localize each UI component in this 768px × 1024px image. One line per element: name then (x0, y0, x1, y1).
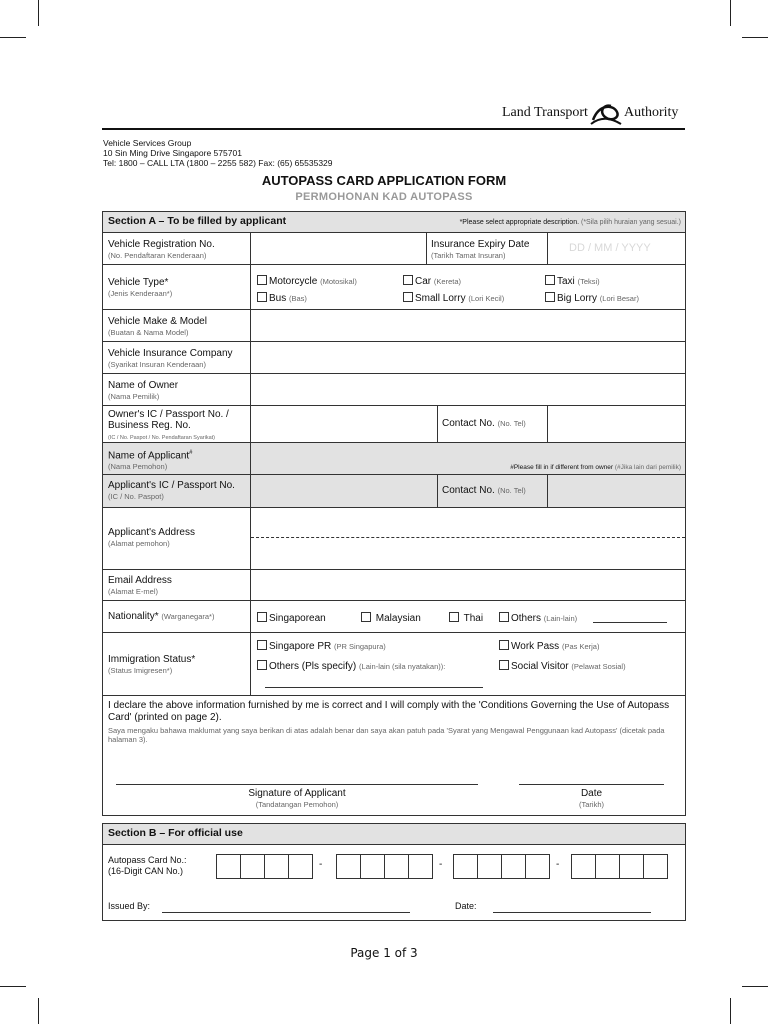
issued-by-input[interactable] (162, 912, 410, 913)
option-sub: (Kereta) (433, 277, 461, 286)
row-applicant-address (103, 508, 685, 570)
date-caption (519, 788, 664, 810)
crop-mark (0, 37, 26, 38)
checkbox[interactable] (499, 640, 509, 650)
option-label: Work Pass (511, 641, 560, 652)
insurance-company-label: Vehicle Insurance Company (108, 348, 233, 359)
row-applicant-name (103, 443, 685, 475)
option-sub: (Lori Besar) (599, 294, 639, 303)
signature-input[interactable] (116, 784, 478, 785)
applicant-note-en: #Please fill in if different from owner (510, 464, 614, 471)
section-b-header (103, 824, 685, 845)
applicant-ic-input[interactable] (251, 475, 436, 507)
form-subtitle: PERMOHONAN KAD AUTOPASS (295, 191, 473, 203)
address-line: Vehicle Services Group (103, 138, 192, 148)
insurance-company-input[interactable] (251, 342, 685, 373)
vehicle-registration-input[interactable] (251, 233, 425, 264)
option-label: Small Lorry (415, 293, 466, 304)
can-digit-box[interactable] (408, 854, 433, 879)
can-digit-box[interactable] (477, 854, 502, 879)
owner-ic-sub: (IC / No. Paspot / No. Pendaftaran Syarikat) (108, 435, 215, 441)
address-input-line-1[interactable] (251, 508, 685, 538)
checkbox[interactable] (257, 275, 267, 285)
email-sub: (Alamat E-mel) (108, 587, 159, 596)
make-model-input[interactable] (251, 310, 685, 341)
contact-label: Contact No. (442, 418, 495, 429)
option-label: Big Lorry (557, 293, 598, 304)
row-nationality (103, 601, 685, 633)
owner-name-label: Name of Owner (108, 380, 179, 391)
date-sub: (Tarikh) (578, 800, 604, 809)
logo-text-left: Land Transport (502, 105, 588, 120)
can-label-2: (16-Digit CAN No.) (108, 866, 184, 876)
address-sub: (Alamat pemohon) (108, 539, 170, 548)
reg-label: Vehicle Registration No. (108, 239, 215, 250)
crop-mark (742, 986, 768, 987)
option-sub: (Pelawat Sosial) (571, 662, 626, 671)
form-title: AUTOPASS CARD APPLICATION FORM (261, 173, 507, 188)
checkbox[interactable] (545, 275, 555, 285)
email-input[interactable] (251, 570, 685, 600)
nationality-sub: (Warganegara*) (161, 612, 215, 621)
option-others[interactable] (499, 612, 577, 624)
applicant-note-ms: (#Jika lain dari pemilik) (614, 464, 681, 471)
address-input-line-2[interactable] (251, 538, 685, 569)
option-sub: (Pas Kerja) (561, 642, 600, 651)
option-bus[interactable] (257, 292, 307, 304)
header-rule (102, 128, 685, 130)
option-small-lorry[interactable] (403, 292, 504, 304)
option-label: Malaysian (375, 613, 421, 624)
address-line: 10 Sin Ming Drive Singapore 575701 (103, 148, 242, 158)
option-singapore-pr[interactable] (257, 640, 386, 652)
checkbox[interactable] (499, 660, 509, 670)
nationality-label: Nationality* (108, 611, 159, 622)
applicant-note (510, 464, 681, 471)
checkbox[interactable] (361, 612, 371, 622)
checkbox[interactable] (257, 660, 267, 670)
option-label: Singaporean (269, 613, 326, 624)
select-note (460, 219, 681, 226)
can-digit-box[interactable] (360, 854, 385, 879)
owner-ic-label2: Business Reg. No. (108, 420, 191, 431)
option-big-lorry[interactable] (545, 292, 639, 304)
insurance-expiry-label: Insurance Expiry Date (431, 239, 530, 250)
contact-sub: (No. Tel) (497, 419, 526, 428)
row-applicant-ic (103, 475, 685, 508)
row-vehicle-type (103, 265, 685, 310)
make-model-label: Vehicle Make & Model (108, 316, 207, 327)
insurance-expiry-input[interactable]: DD / MM / YYYY (569, 242, 651, 254)
can-digit-box[interactable] (216, 854, 241, 879)
checkbox[interactable] (449, 612, 459, 622)
option-label: Taxi (557, 276, 575, 287)
checkbox[interactable] (403, 275, 413, 285)
section-a (102, 211, 686, 816)
issued-by-label: Issued By: (108, 901, 151, 911)
option-sub: (Lori Kecil) (468, 294, 505, 303)
option-label: Others (511, 613, 542, 624)
applicant-ic-label: Applicant's IC / Passport No. (108, 480, 235, 491)
reg-sub: (No. Pendaftaran Kenderaan) (108, 251, 207, 260)
option-sub: (Lain-lain) (543, 614, 578, 623)
applicant-name-sub: (Nama Pemohon) (108, 462, 168, 472)
option-label: Singapore PR (269, 641, 332, 652)
row-insurance-company (103, 342, 685, 374)
crop-mark (730, 0, 731, 26)
immigration-label: Immigration Status* (108, 654, 196, 665)
option-label: Car (415, 276, 432, 287)
can-dash: - (439, 859, 443, 870)
address-block (103, 138, 333, 168)
nationality-others-input[interactable] (593, 622, 667, 623)
date-input[interactable] (519, 784, 664, 785)
applicant-ic-sub: (IC / No. Paspot) (108, 492, 164, 501)
option-label: Motorcycle (269, 276, 318, 287)
vehicle-type-sub: (Jenis Kenderaan*) (108, 289, 173, 298)
section-a-header (103, 212, 685, 233)
can-digit-box[interactable] (264, 854, 289, 879)
owner-name-input[interactable] (251, 374, 685, 405)
lta-knot-icon (589, 100, 623, 126)
crop-mark (38, 0, 39, 26)
can-label-1: Autopass Card No.: (108, 855, 187, 865)
checkbox[interactable] (257, 612, 267, 622)
can-digit-box[interactable] (384, 854, 409, 879)
option-label: Others (Pls specify) (269, 661, 357, 672)
date-label: Date (580, 788, 603, 799)
option-sub: (PR Singapura) (334, 642, 386, 651)
can-label (108, 855, 187, 877)
can-digit-box[interactable] (453, 854, 478, 879)
can-digit-box[interactable] (619, 854, 644, 879)
option-work-pass[interactable] (499, 640, 599, 652)
option-motorcycle[interactable] (257, 275, 357, 287)
row-owner-ic (103, 406, 685, 443)
option-social-visitor[interactable] (499, 660, 626, 672)
can-digit-box[interactable] (571, 854, 596, 879)
row-immigration (103, 633, 685, 696)
option-taxi[interactable] (545, 275, 600, 287)
can-digit-box[interactable] (501, 854, 526, 879)
option-sub: (Bas) (289, 294, 307, 303)
option-car[interactable] (403, 275, 461, 287)
insurance-expiry-sub: (Tarikh Tamat Insuran) (431, 251, 506, 260)
select-note-en: *Please select appropriate description. (459, 219, 580, 226)
signature-sub: (Tandatangan Pemohon) (255, 800, 339, 809)
option-others-specify[interactable] (257, 660, 445, 672)
crop-mark (742, 37, 768, 38)
can-dash: - (319, 859, 323, 870)
address-line: Tel: 1800 – CALL LTA (1800 – 2255 582) Fax: (65) 65535329 (103, 158, 333, 168)
declaration-text-malay: Saya mengaku bahawa maklumat yang saya berikan di atas adalah benar dan saya akan patuh pada 'Syarat yang Mengawal Penggunaan kad Autopass' (dicetak pada halaman 3). (108, 726, 665, 744)
section-b (102, 823, 686, 921)
signature-caption (116, 788, 478, 810)
crop-mark (0, 986, 26, 987)
option-singaporean[interactable] (257, 612, 326, 624)
option-label: Social Visitor (511, 661, 569, 672)
page-number: Page 1 of 3 (350, 946, 418, 960)
option-sub: (Lain-lain (sila nyatakan)): (359, 662, 446, 671)
checkbox[interactable] (257, 292, 267, 302)
applicant-contact-input[interactable] (548, 475, 685, 507)
row-owner-name (103, 374, 685, 406)
owner-contact-input[interactable] (548, 406, 685, 442)
address-label: Applicant's Address (108, 527, 195, 538)
option-thai[interactable] (449, 612, 483, 624)
checkbox[interactable] (545, 292, 555, 302)
crop-mark (730, 998, 731, 1024)
option-label: Bus (269, 293, 287, 304)
applicant-name-label: Name of Applicant (108, 450, 190, 462)
official-date-label: Date: (455, 901, 477, 911)
can-dash: - (556, 859, 560, 870)
select-note-ms: (*Sila pilih huraian yang sesuai.) (581, 219, 681, 226)
can-digit-box[interactable] (336, 854, 361, 879)
checkbox[interactable] (499, 612, 509, 622)
can-digit-box[interactable] (525, 854, 550, 879)
crop-mark (38, 998, 39, 1024)
signature-label: Signature of Applicant (248, 788, 346, 799)
option-sub: (Motosikal) (320, 277, 357, 286)
owner-ic-label: Owner's IC / Passport No. / (108, 409, 229, 420)
declaration-area (103, 696, 685, 814)
checkbox[interactable] (257, 640, 267, 650)
logo-text-right: Authority (623, 105, 679, 120)
option-label: Thai (463, 613, 484, 624)
can-digit-box[interactable] (643, 854, 668, 879)
option-sub: (Teksi) (577, 277, 600, 286)
official-date-input[interactable] (493, 912, 651, 913)
section-b-title: Section B – For official use (108, 827, 243, 839)
checkbox[interactable] (403, 292, 413, 302)
owner-name-sub: (Nama Pemilik) (108, 392, 160, 401)
email-label: Email Address (108, 575, 172, 586)
can-digit-box[interactable] (595, 854, 620, 879)
row-email (103, 570, 685, 601)
can-digit-box[interactable] (288, 854, 313, 879)
immigration-sub: (Status Imigresen*) (108, 666, 173, 675)
owner-ic-input[interactable] (251, 406, 436, 442)
lta-logo (502, 100, 678, 126)
row-vehicle-registration (103, 233, 685, 265)
immigration-others-input[interactable] (265, 687, 483, 688)
insurance-company-sub: (Syarikat Insuran Kenderaan) (108, 360, 206, 369)
contact-sub: (No. Tel) (497, 486, 526, 495)
contact-label: Contact No. (442, 485, 495, 496)
declaration-text: I declare the above information furnished by me is correct and I will comply with the 'Conditions Governing the Use of Autopass Card' (printed on page 2). (108, 700, 670, 723)
make-model-sub: (Buatan & Nama Model) (108, 328, 189, 337)
section-a-title: Section A – To be filled by applicant (108, 215, 287, 227)
applicant-name-sup: # (189, 450, 193, 456)
row-make-model (103, 310, 685, 342)
can-digit-box[interactable] (240, 854, 265, 879)
vehicle-type-label: Vehicle Type* (108, 277, 169, 288)
option-malaysian[interactable] (361, 612, 421, 624)
